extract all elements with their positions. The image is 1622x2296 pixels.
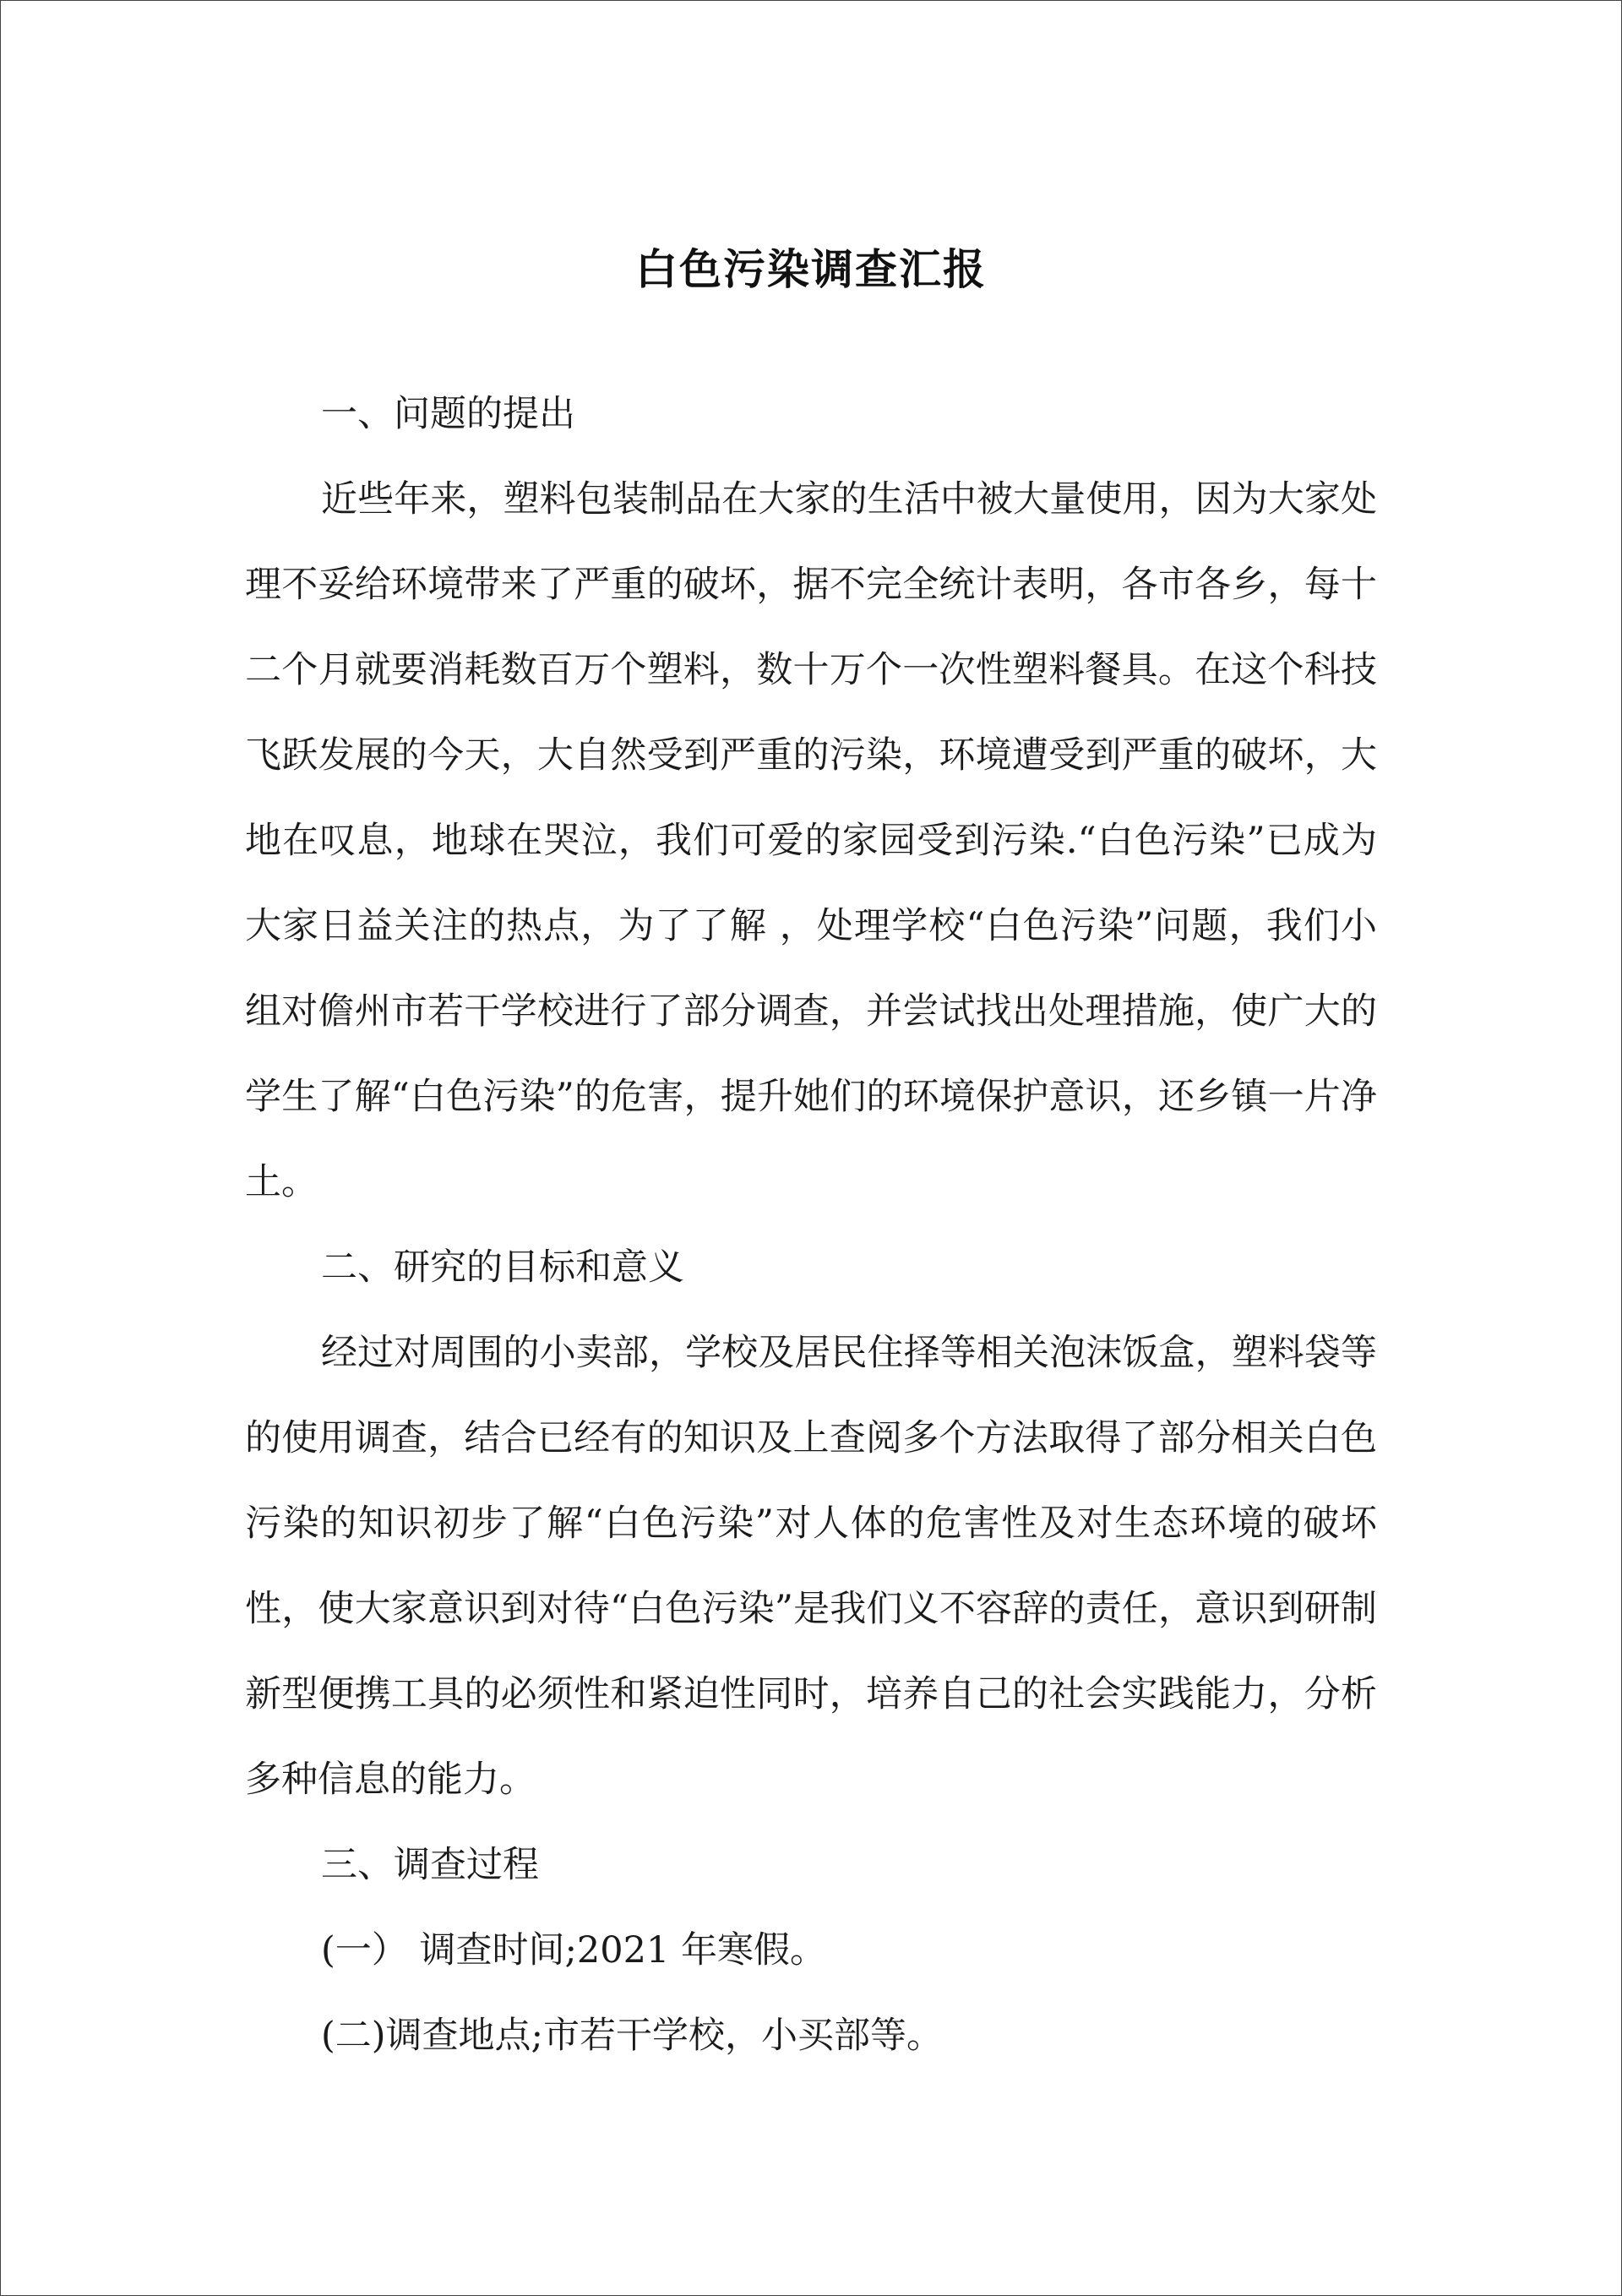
document-body [245,372,1377,2079]
document-title: 白色污染调查汇报 [635,243,987,294]
survey-location-item: (二)调查地点;市若干学校，小买部等。 [321,2015,944,2057]
section-2-paragraph: 经过对周围的小卖部，学校及居民住择等相关泡沫饭盒，塑料袋等的使用调查，结合已经有的知识及上查阅多个方法取得了部分相关白色污染的知识初步了解“白色污染”对人体的危害性及对生态环境的破坏性，使大家意识到对待“白色污染”是我们义不容辞的责任，意识到研制新型便携工具的必须性和紧迫性同时，培养自己的社会实践能力，分析多种信息的能力。 [245,1332,1377,1801]
survey-time-item: (一） 调查时间;2021 年寒假。 [321,1929,827,1972]
section-heading-1: 一、问题的提出 [321,393,575,435]
section-heading-2: 二、研究的目标和意义 [321,1246,684,1289]
section-heading-3: 三、调查过程 [321,1844,539,1886]
section-1-paragraph: 近些年来，塑料包装制品在大家的生活中被大量使用，因为大家处理不妥给环境带来了严重的破坏，据不完全统计表明，各市各乡，每十二个月就要消耗数百万个塑料，数十万个一次性塑料餐具。在这个科技飞跃发展的今天，大自然受到严重的污染，环境遭受到严重的破坏，大地在叹息，地球在哭泣，我们可爱的家园受到污染.“白色污染”已成为大家日益关注的热点，为了了解 ，处理学校“白色污染”问题，我们小组对儋州市若干学校进行了部分调查，并尝试找出处理措施，使广大的学生了解“白色污染”的危害，提升她们的环境保护意识，还乡镇一片净土。 [245,478,1377,1203]
